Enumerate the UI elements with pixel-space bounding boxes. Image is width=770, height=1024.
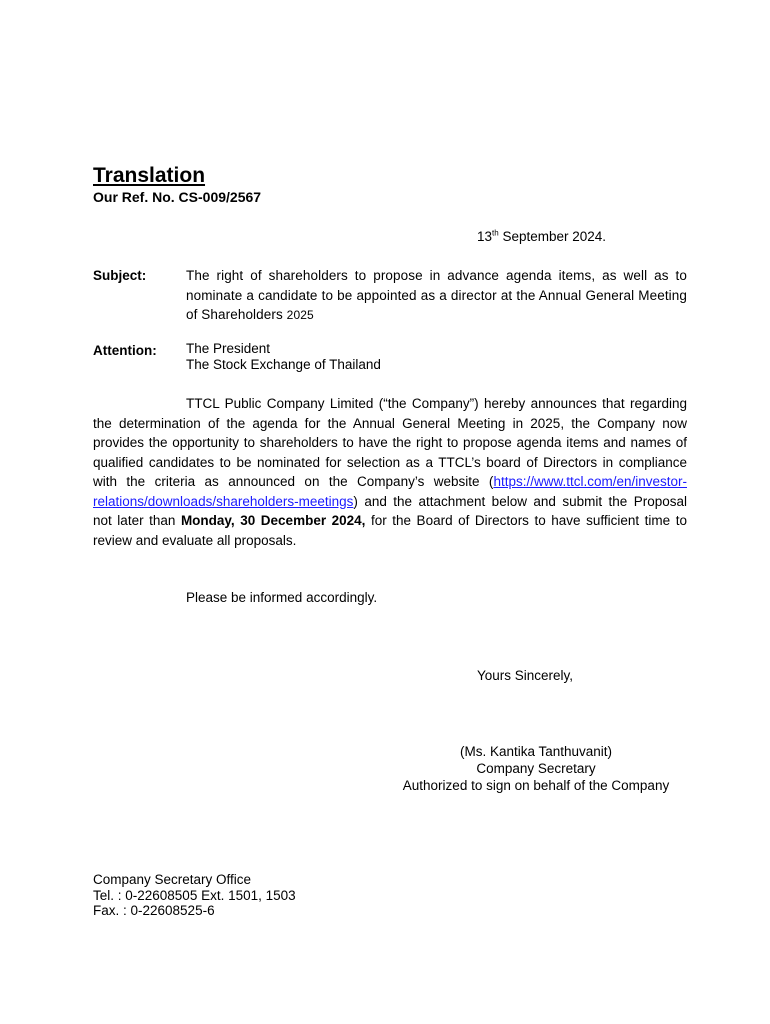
body-part-3: for the Board of Directors to have sufficient time to review and evaluate all proposals.	[93, 513, 687, 548]
attention-label: Attention:	[93, 343, 157, 358]
attention-line-2: The Stock Exchange of Thailand	[186, 357, 381, 372]
footer-tel: Tel. : 0-22608505 Ext. 1501, 1503	[93, 887, 296, 903]
reference-number: Our Ref. No. CS-009/2567	[93, 189, 262, 205]
document-title: Translation	[93, 164, 206, 187]
date-suffix: th	[492, 228, 499, 238]
date-day: 13	[477, 229, 493, 244]
signatory-name: (Ms. Kantika Tanthuvanit)	[459, 744, 613, 759]
signatory-authority: Authorized to sign on behalf of the Company	[402, 778, 670, 793]
footer-fax: Fax. : 0-22608525-6	[93, 903, 215, 918]
subject-body: The right of shareholders to propose in advance agenda items, as well as to nominate a candidate to be appointed as a director at the Annual General Meeting of Shareholders	[186, 268, 687, 322]
informed-line: Please be informed accordingly.	[186, 590, 378, 605]
closing-salutation: Yours Sincerely,	[477, 668, 574, 683]
body-part-2: ) and the attachment below and submit the Proposal not later than	[93, 493, 687, 528]
date-rest: September 2024.	[498, 229, 607, 244]
body-paragraph	[93, 394, 687, 550]
signatory-position: Company Secretary	[476, 761, 596, 776]
shareholders-meetings-link[interactable]: https://www.ttcl.com/en/investor-relations/downloads/shareholders-meetings	[93, 474, 687, 509]
subject-text	[186, 266, 687, 326]
signature-block	[380, 743, 692, 794]
body-part-1: TTCL Public Company Limited (“the Company”) hereby announces that regarding the determination of the agenda for the Annual General Meeting in 2025, the Company now provides the opportunity to shareholders to have the right to propose agenda items and names of qualified candidates to be nominated for selection as a TTCL’s board of Directors in compliance with the criteria as announced on the Company’s website (	[93, 396, 687, 489]
attention-line-1: The President	[186, 341, 271, 356]
attention-recipient	[186, 341, 381, 373]
subject-year: 2025	[286, 308, 314, 322]
submission-deadline: Monday, 30 December 2024,	[180, 513, 366, 528]
letter-date	[477, 228, 606, 246]
footer-office: Company Secretary Office	[93, 872, 252, 887]
contact-footer	[93, 872, 296, 919]
subject-label: Subject:	[93, 268, 147, 283]
